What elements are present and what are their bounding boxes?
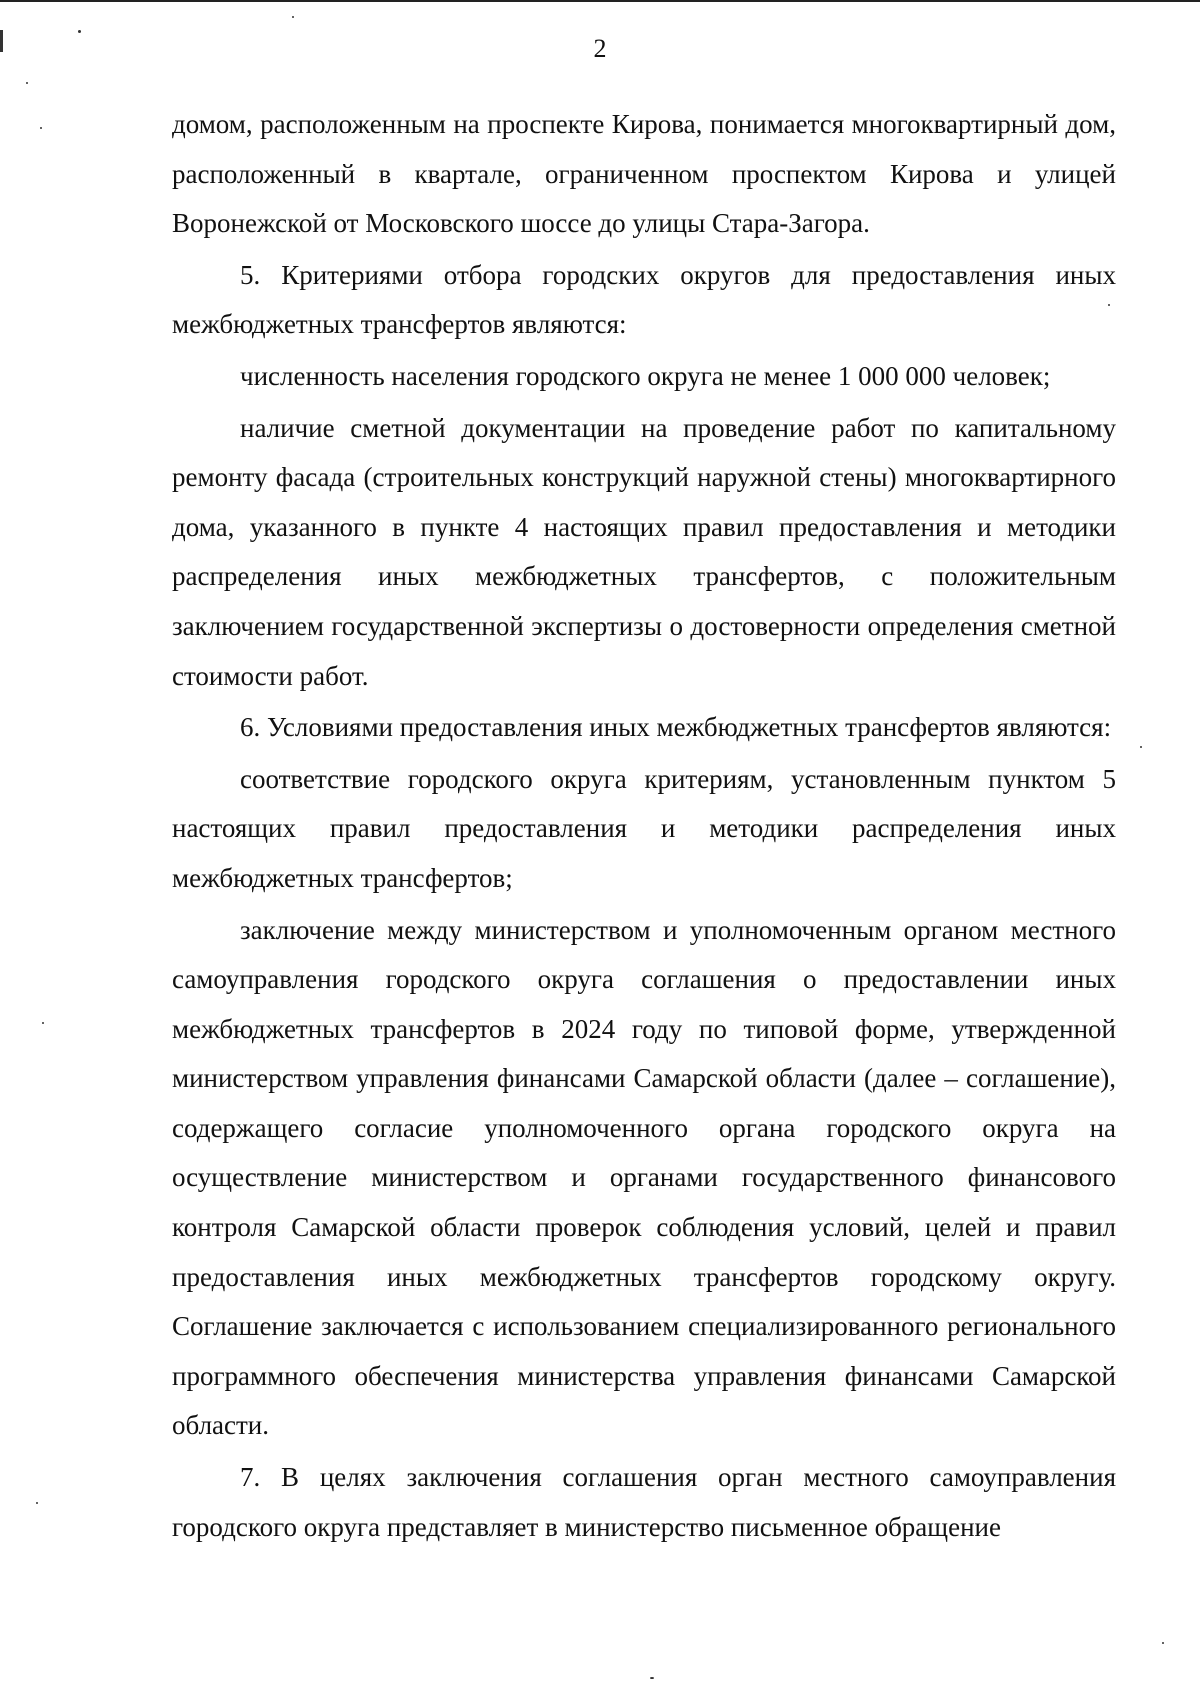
document-body <box>172 100 1116 1552</box>
paragraph-continuation: домом, расположенным на проспекте Кирова, понимается многоквартирный дом, расположенный в квартале, ограниченном проспектом Кирова и улицей Воронежской от Московского шоссе до улицы Стара-Загора. <box>172 109 1116 239</box>
paragraph-criterion-population: численность населения городского округа не менее 1 000 000 человек; <box>240 360 1051 391</box>
scan-speck <box>1162 1642 1164 1644</box>
paragraph-criterion-documentation: наличие сметной документации на проведение работ по капитальному ремонту фасада (строительных конструкций наружной стены) многоквартирного дома, указанного в пункте 4 настоящих правил предоставления и методики распределения иных межбюджетных трансфертов, с положительным заключением государственной экспертизы о достоверности определения сметной стоимости работ. <box>172 412 1116 691</box>
page-number: 2 <box>593 34 607 63</box>
scan-speck <box>292 16 294 18</box>
paragraph-item-6: 6. Условиями предоставления иных межбюджетных трансфертов являются: <box>240 712 1112 743</box>
paragraph-condition-agreement: заключение между министерством и уполномоченным органом местного самоуправления городского округа соглашения о предоставлении иных межбюджетных трансфертов в 2024 году по типовой форме, утвержденной министерством управления финансами Самарской области (далее – соглашение), содержащего согласие уполномоченного органа городского округа на осуществление министерством и органами государственного финансового контроля Самарской области проверок соблюдения условий, целей и правил предоставления иных межбюджетных трансфертов городскому округу. Соглашение заключается с использованием специализированного регионального программного обеспечения министерства управления финансами Самарской области. <box>172 914 1116 1441</box>
scan-speck <box>40 127 42 129</box>
scan-speck <box>36 1502 38 1504</box>
paragraph-item-5: 5. Критериями отбора городских округов для предоставления иных межбюджетных трансфертов являются: <box>172 259 1116 340</box>
scan-speck <box>78 30 81 33</box>
scan-speck <box>42 1022 44 1024</box>
paragraph-item-7: 7. В целях заключения соглашения орган местного самоуправления городского округа представляет в министерство письменное обращение <box>172 1462 1116 1542</box>
scan-speck <box>650 1677 654 1679</box>
scan-speck <box>26 82 28 84</box>
paragraph-condition-criteria: соответствие городского округа критериям, установленным пунктом 5 настоящих правил предоставления и методики распределения иных межбюджетных трансфертов; <box>172 763 1116 893</box>
scan-speck <box>1140 746 1142 748</box>
